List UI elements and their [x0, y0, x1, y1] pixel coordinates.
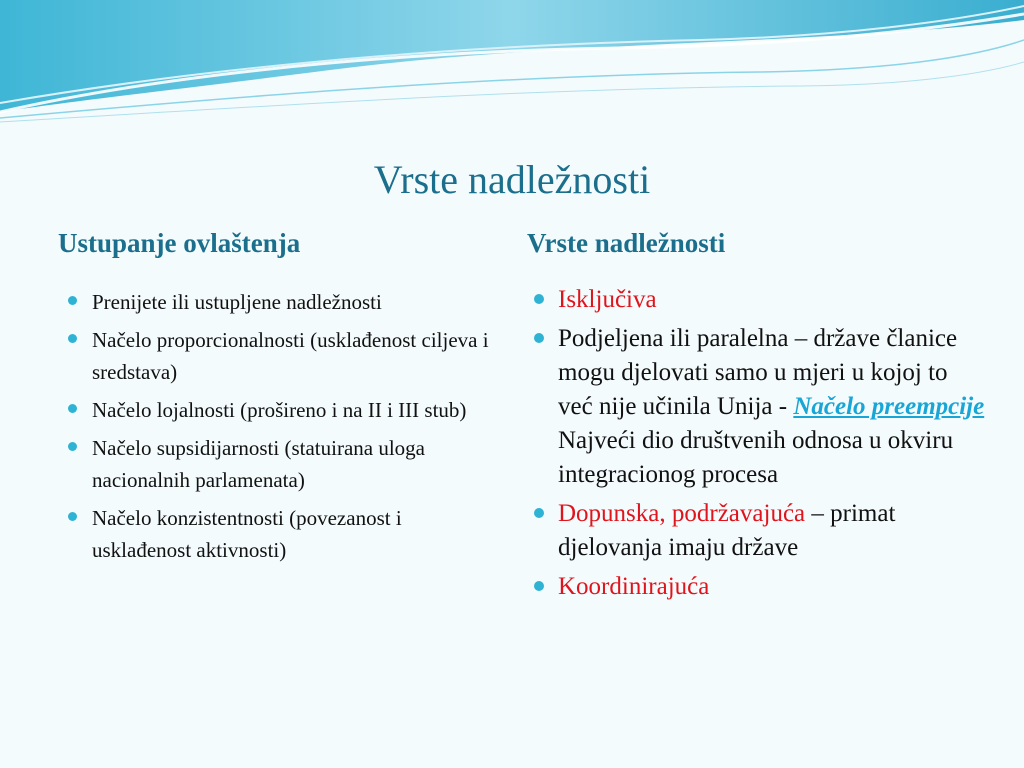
right-bullet-list — [528, 283, 997, 609]
bullet-icon — [534, 294, 544, 304]
bullet-icon — [68, 334, 77, 343]
left-column-heading: Ustupanje ovlaštenja — [58, 228, 301, 258]
list-item — [528, 322, 997, 492]
bullet-icon — [68, 442, 77, 451]
bullet-icon — [68, 296, 77, 305]
list-item — [62, 394, 502, 426]
list-item-text: Koordinirajuća — [558, 573, 710, 600]
slide-title: Vrste nadležnosti — [373, 157, 651, 202]
preemption-link[interactable]: Načelo preempcije — [793, 393, 985, 420]
list-item — [62, 286, 502, 318]
list-item — [62, 324, 502, 388]
list-item-text: Najveći dio društvenih odnosa u okviru integracionog procesa — [558, 393, 997, 488]
list-item — [62, 432, 502, 496]
bullet-icon — [68, 512, 77, 521]
bullet-icon — [534, 581, 544, 591]
list-item-text: Načelo lojalnosti (prošireno i na II i III stub) — [92, 398, 467, 422]
list-item — [62, 502, 502, 566]
bullet-icon — [68, 404, 77, 413]
list-item — [528, 283, 988, 317]
header-wave-decoration — [0, 0, 1024, 125]
list-item — [528, 497, 988, 565]
bullet-icon — [534, 508, 544, 518]
list-item-text: – primat djelovanja imaju države — [558, 500, 896, 561]
list-item-text: Načelo supsidijarnosti (statuirana uloga nacionalnih parlamenata) — [92, 436, 425, 492]
bullet-icon — [534, 333, 544, 343]
list-item-text: Isključiva — [558, 286, 657, 313]
list-item-text: Prenijete ili ustupljene nadležnosti — [92, 290, 382, 314]
list-item — [528, 570, 988, 604]
list-item-highlight: Dopunska, podržavajuća — [558, 500, 806, 527]
list-item-text: Podjeljena ili paralelna – države članice mogu djelovati samo u mjeri u kojoj to već nije učinila Unija - — [558, 325, 958, 420]
right-column-heading: Vrste nadležnosti — [527, 228, 726, 258]
list-item-text: Načelo konzistentnosti (povezanost i usklađenost aktivnosti) — [92, 506, 402, 562]
list-item-text: Načelo proporcionalnosti (usklađenost ciljeva i sredstava) — [92, 328, 489, 384]
left-bullet-list — [62, 286, 502, 572]
